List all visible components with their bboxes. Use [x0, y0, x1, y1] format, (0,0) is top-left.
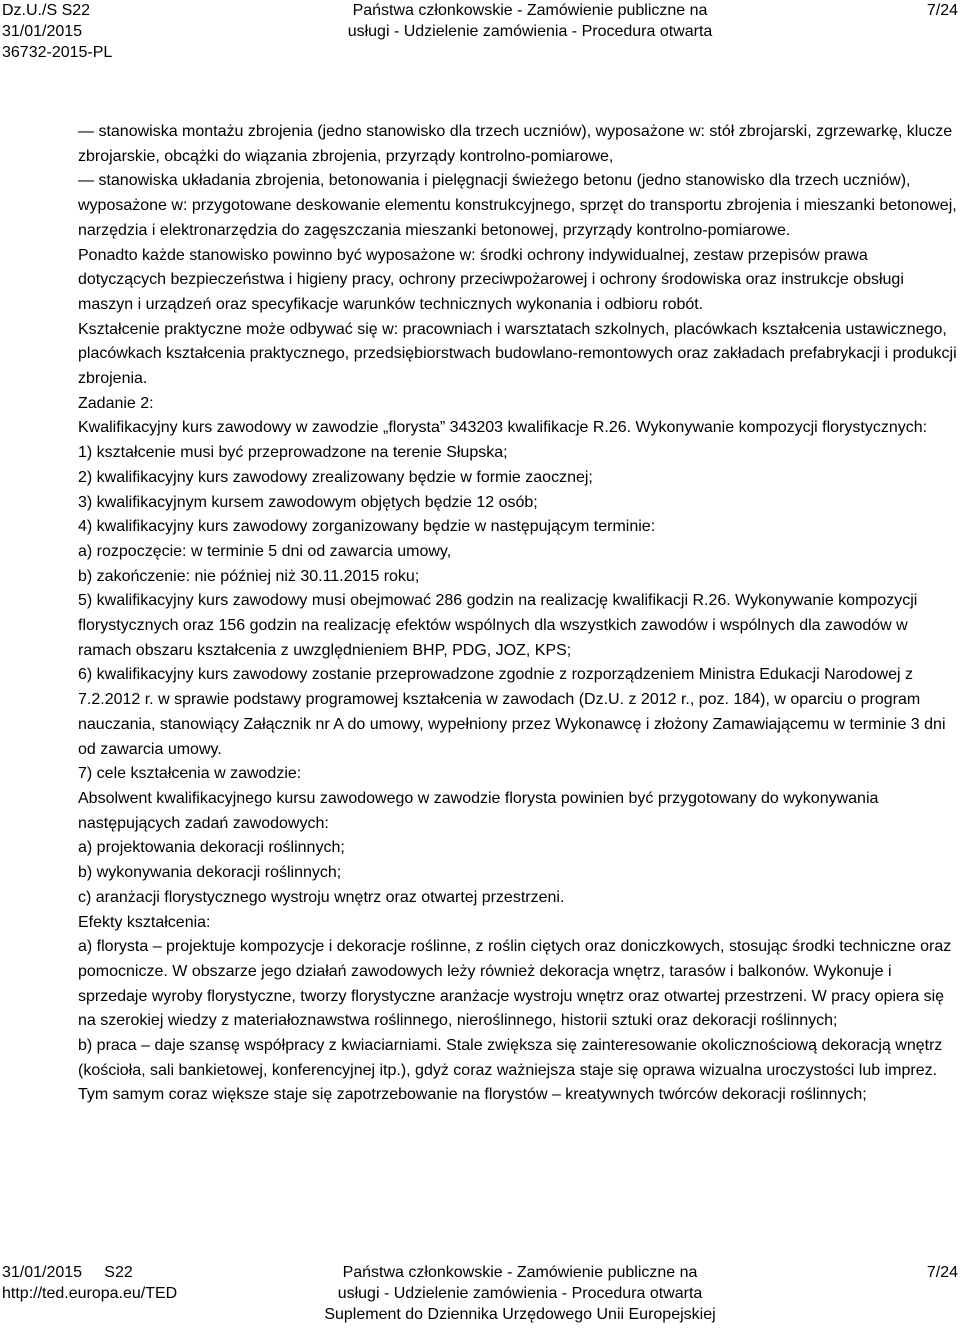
footer-supplement: Suplement do Dziennika Urzędowego Unii Europejskiej — [324, 1306, 716, 1323]
journal-ref: Dz.U./S S22 — [2, 2, 91, 19]
footer-page-number: 7/24 — [926, 1264, 958, 1281]
header-title-line-2: usługi - Udzielenie zamówienia - Procedura otwarta — [347, 23, 713, 40]
body-paragraph: a) florysta – projektuje kompozycje i dekoracje roślinne, z roślin ciętych oraz doniczkowych, stosując środki techniczne oraz pomocnicze. W obszarze jego działań zawodowych leży również dekoracja wnętrz, tarasów i balkonów. Wykonuje i sprzedaje wyroby florystyczne, tworzy florystyczne aranżacje wystroju wnętrz oraz otwartej przestrzeni. W pracy opiera się na szerokiej wiedzy z materiałoznawstwa roślinnego, nieroślinnego, historii sztuki oraz dekoracji roślinnych; — [78, 938, 952, 1030]
footer-title-line-1: Państwa członkowskie - Zamówienie publiczne na — [342, 1264, 698, 1281]
body-paragraph: b) wykonywania dekoracji roślinnych; — [78, 864, 342, 882]
footer-url: http://ted.europa.eu/TED — [2, 1285, 178, 1302]
body-paragraph: 1) kształcenie musi być przeprowadzone na terenie Słupska; — [78, 444, 508, 462]
body-paragraph: — stanowiska montażu zbrojenia (jedno stanowisko dla trzech uczniów), wyposażone w: stół zbrojarski, zgrzewarkę, klucze zbrojarskie, obcążki do wiązania zbrojenia, przyrządy kontrolno-pomiarowe, — [78, 123, 953, 165]
header-page-number: 7/24 — [926, 2, 958, 19]
body-paragraph: 3) kwalifikacyjnym kursem zawodowym objętych będzie 12 osób; — [78, 493, 538, 511]
header-left — [2, 0, 112, 63]
header-center — [210, 0, 850, 42]
body-paragraph: Efekty kształcenia: — [78, 913, 211, 931]
footer-date-section: 31/01/2015 S22 — [2, 1264, 133, 1281]
body-paragraph: Kwalifikacyjny kurs zawodowy w zawodzie „florysta” 343203 kwalifikacje R.26. Wykonywanie kompozycji florystycznych: — [78, 419, 928, 437]
body-paragraph: c) aranżacji florystycznego wystroju wnętrz oraz otwartej przestrzeni. — [78, 888, 565, 906]
footer-left — [2, 1262, 177, 1304]
body-paragraph: a) rozpoczęcie: w terminie 5 dni od zawarcia umowy, — [78, 542, 452, 560]
body-paragraph: 5) kwalifikacyjny kurs zawodowy musi obejmować 286 godzin na realizację kwalifikacji R.26. Wykonywanie kompozycji florystycznych oraz 156 godzin na realizację efektów wspólnych dla wszystkich zawodów i wspólnych dla zawodów w ramach obszaru kształcenia z uwzględnieniem BHP, PDG, JOZ, KPS; — [78, 592, 918, 659]
header-title-line-1: Państwa członkowskie - Zamówienie publiczne na — [352, 2, 708, 19]
body-paragraph: b) zakończenie: nie później niż 30.11.2015 roku; — [78, 567, 420, 585]
body-paragraph: a) projektowania dekoracji roślinnych; — [78, 839, 345, 857]
document-number: 36732-2015-PL — [2, 44, 113, 61]
document-body — [78, 120, 958, 1108]
body-paragraph: 2) kwalifikacyjny kurs zawodowy zrealizowany będzie w formie zaocznej; — [78, 468, 593, 486]
body-paragraph: 6) kwalifikacyjny kurs zawodowy zostanie przeprowadzone zgodnie z rozporządzeniem Ministra Edukacji Narodowej z 7.2.2012 r. w sprawie podstawy programowej kształcenia w zawodach (Dz.U. z 2012 r., poz. 184), w oparciu o program nauczania, stanowiący Załącznik nr A do umowy, wypełniony przez Wykonawcę i złożony Zamawiającemu w terminie 3 dni od zawarcia umowy. — [78, 666, 946, 758]
body-paragraph: — stanowiska układania zbrojenia, betonowania i pielęgnacji świeżego betonu (jedno stanowisko dla trzech uczniów), wyposażone w: przygotowane deskowanie elementu konstrukcyjnego, sprzęt do transportu zbrojenia i mieszanki betonowej, narzędzia i elektronarzędzia do zagęszczania mieszanki betonowej, przyrządy kontrolno-pomiarowe. — [78, 172, 957, 239]
body-paragraph: 4) kwalifikacyjny kurs zawodowy zorganizowany będzie w następującym terminie: — [78, 518, 656, 536]
body-paragraph: Kształcenie praktyczne może odbywać się w: pracowniach i warsztatach szkolnych, placówkach kształcenia ustawicznego, placówkach kształcenia praktycznego, przedsiębiorstwach budowlano-remontowych oraz zakładach prefabrykacji i produkcji zbrojenia. — [78, 320, 957, 388]
body-paragraph: Ponadto każde stanowisko powinno być wyposażone w: środki ochrony indywidualnej, zestaw przepisów prawa dotyczących bezpieczeństwa i higieny pracy, ochrony przeciwpożarowej i ochrony środowiska oraz instrukcje obsługi maszyn i urządzeń oraz specyfikacje warunków technicznych wykonania i odbioru robót. — [78, 246, 904, 313]
body-paragraph: Absolwent kwalifikacyjnego kursu zawodowego w zawodzie florysta powinien być przygotowany do wykonywania następujących zadań zawodowych: — [78, 789, 879, 832]
body-paragraph: 7) cele kształcenia w zawodzie: — [78, 765, 302, 783]
footer-title-line-2: usługi - Udzielenie zamówienia - Procedura otwarta — [337, 1285, 703, 1302]
footer-center — [200, 1262, 840, 1325]
body-paragraph: b) praca – daje szansę współpracy z kwiaciarniami. Stale zwiększa się zainteresowanie okolicznościową dekoracją wnętrz (kościoła, sali bankietowej, konferencyjnej itp.), gdyż coraz ważniejsza staje się oprawa wizualna uroczystości lub imprez. Tym samym coraz większe staje się zapotrzebowanie na florystów – kreatywnych twórców dekoracji roślinnych; — [78, 1037, 943, 1104]
header-date: 31/01/2015 — [2, 23, 83, 40]
body-paragraph: Zadanie 2: — [78, 394, 154, 412]
